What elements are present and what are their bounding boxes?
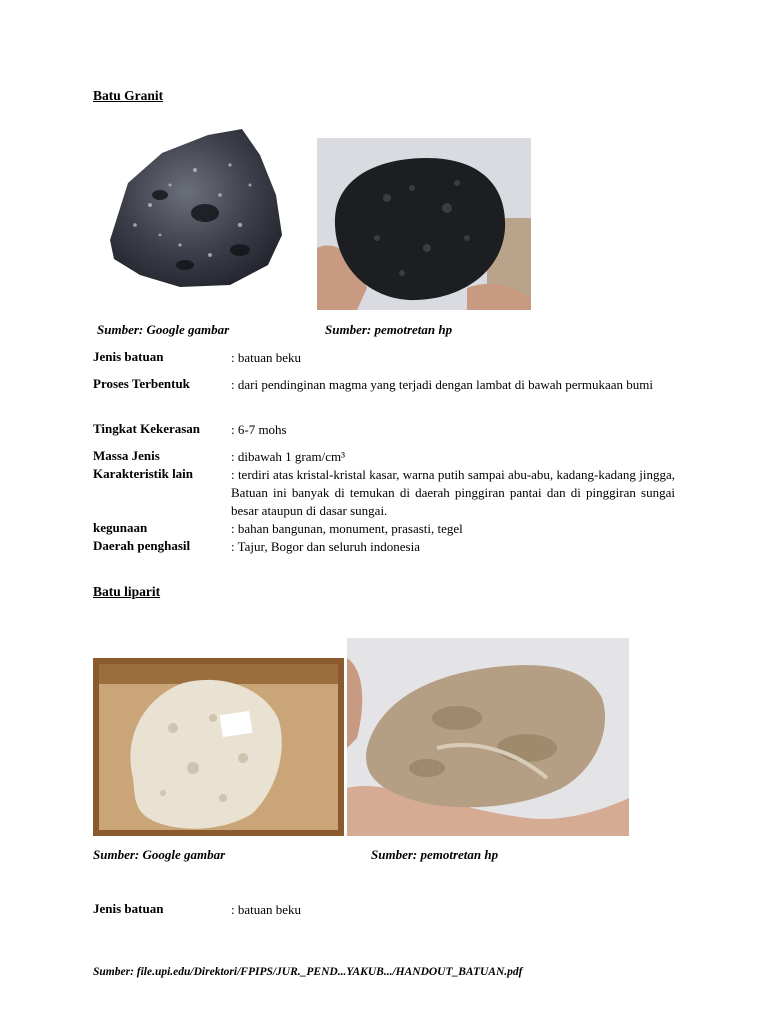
- label-massa-jenis: Massa Jenis: [93, 448, 160, 463]
- liparit-photo-phone: [347, 638, 629, 836]
- value-karakteristik-lain: : terdiri atas kristal-kristal kasar, warna putih sampai abu-abu, kadang-kadang jingga, Batuan ini banyak di temukan di daerah pinggiran pantai dan di pinggiran sungai besar ataupun di dasar sungai.: [231, 467, 675, 518]
- value-massa-jenis: : dibawah 1 gram/cm³: [231, 449, 346, 464]
- granite-photo-phone: [317, 138, 531, 310]
- caption-google-2: Sumber: Google gambar: [93, 847, 226, 862]
- label-proses-terbentuk: Proses Terbentuk: [93, 376, 190, 391]
- value-jenis-batuan: : batuan beku: [231, 350, 302, 365]
- section-heading-liparit: Batu liparit: [93, 584, 161, 599]
- label-jenis-batuan: Jenis batuan: [93, 349, 164, 364]
- label-daerah-penghasil: Daerah penghasil: [93, 538, 191, 553]
- value-tingkat-kekerasan: : 6-7 mohs: [231, 422, 287, 437]
- section-heading-granit: Batu Granit: [93, 88, 164, 103]
- caption-google-1: Sumber: Google gambar: [97, 322, 230, 337]
- granite-photo-google: [100, 125, 286, 290]
- caption-phone-2: Sumber: pemotretan hp: [371, 847, 499, 862]
- value-jenis-batuan-2: : batuan beku: [231, 902, 302, 917]
- label-jenis-batuan-2: Jenis batuan: [93, 901, 164, 916]
- label-tingkat-kekerasan: Tingkat Kekerasan: [93, 421, 201, 436]
- caption-phone-1: Sumber: pemotretan hp: [325, 322, 453, 337]
- label-karakteristik-lain: Karakteristik lain: [93, 466, 194, 481]
- value-kegunaan: : bahan bangunan, monument, prasasti, tegel: [231, 521, 463, 536]
- value-daerah-penghasil: : Tajur, Bogor dan seluruh indonesia: [231, 539, 420, 554]
- label-kegunaan: kegunaan: [93, 520, 148, 535]
- footer-source: Sumber: file.upi.edu/Direktori/FPIPS/JUR._PEND...YAKUB.../HANDOUT_BATUAN.pdf: [93, 966, 523, 978]
- liparit-photo-google: [93, 658, 344, 836]
- value-proses-terbentuk: : dari pendinginan magma yang terjadi dengan lambat di bawah permukaan bumi: [231, 377, 654, 392]
